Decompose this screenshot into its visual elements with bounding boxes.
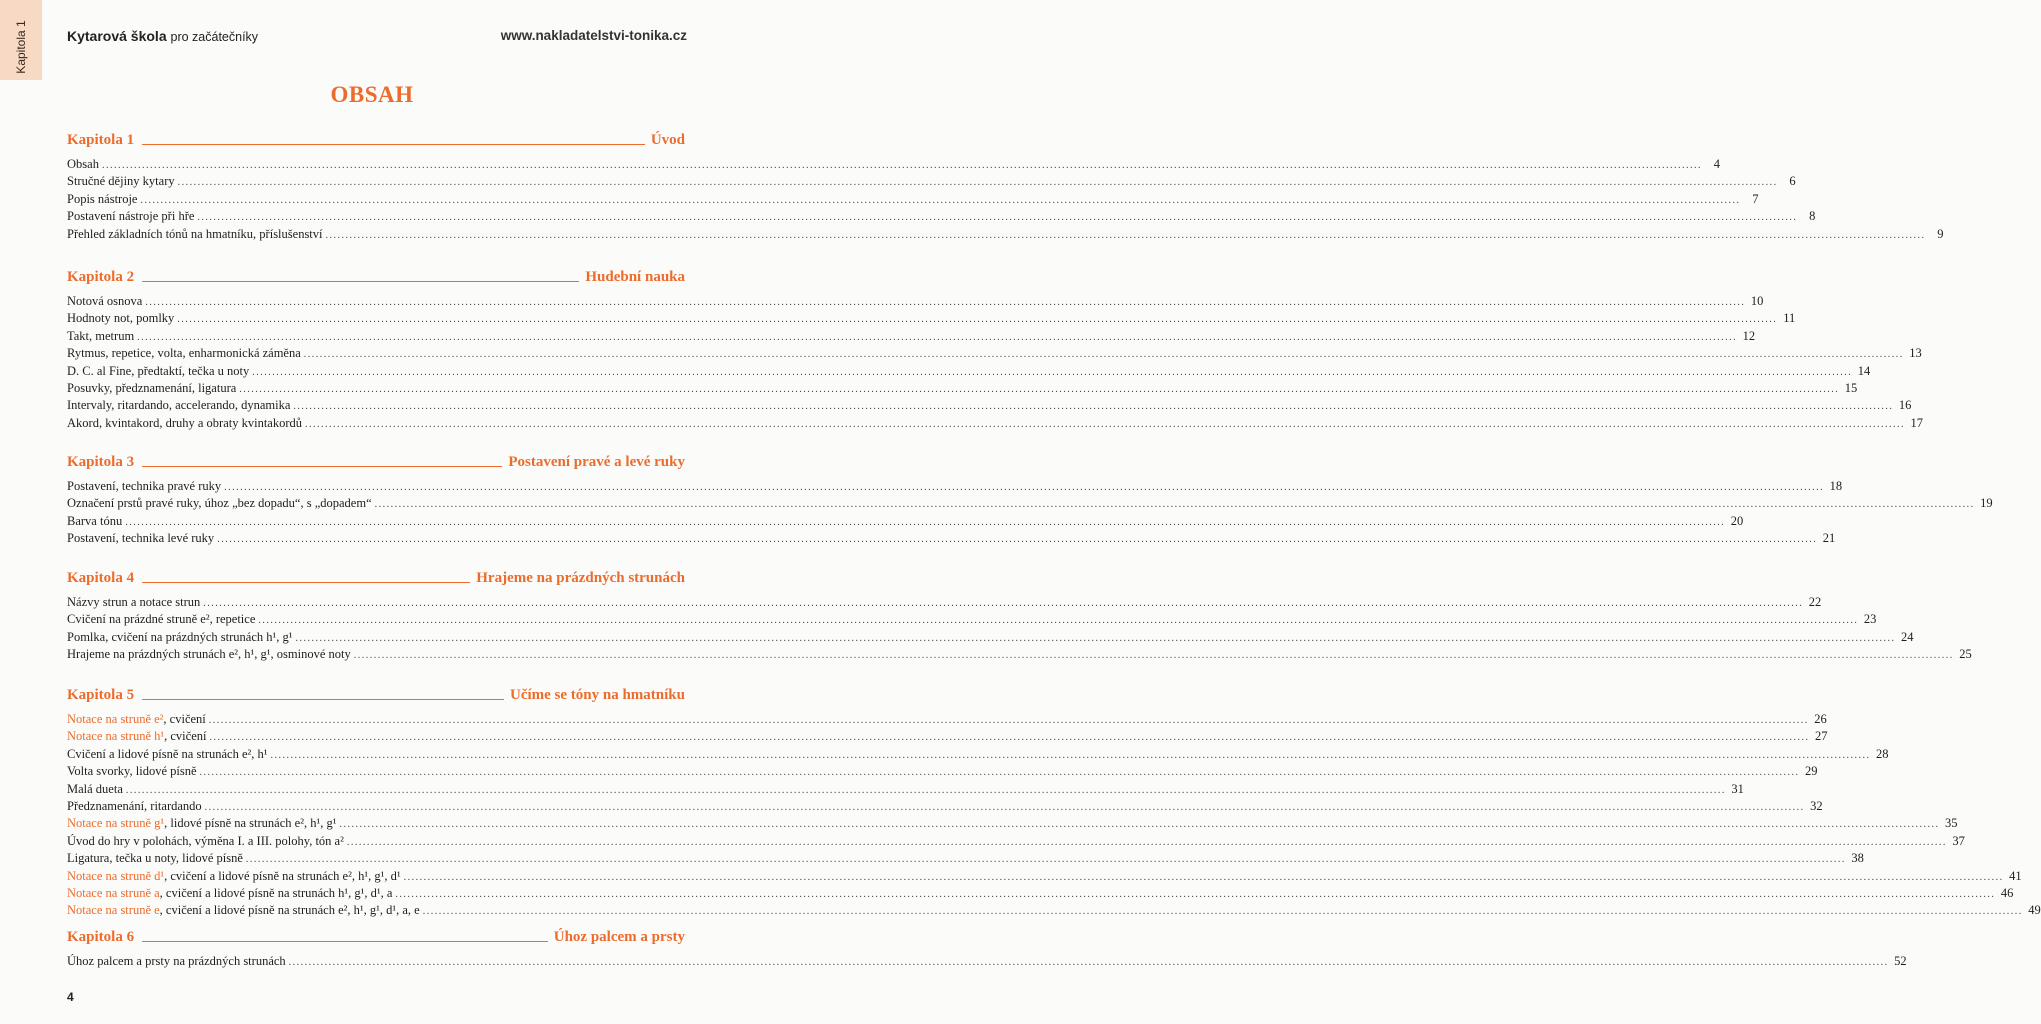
toc-entry[interactable] [67, 815, 1958, 832]
entry-title [67, 530, 214, 547]
chapter-side-tab [0, 0, 42, 80]
entry-page: 18 [1829, 479, 1843, 493]
entry-page: 17 [1910, 415, 1924, 430]
leader-dots: ................................................................................................................................................................................................................................................................................................................................................................................................................ [288, 957, 1889, 968]
entry-page: 28 [1876, 746, 1889, 761]
toc-entry[interactable] [67, 173, 1796, 190]
entry-text: Volta svorky, lidové písně [67, 764, 197, 779]
entry-text: Posuvky, předznamenání, ligatura [67, 380, 237, 395]
toc-entry[interactable] [67, 833, 1965, 850]
leader-dots: ................................................................................................................................................................................................................................................................................................................................................................................................................ [177, 177, 1778, 189]
toc-entry[interactable] [67, 495, 1993, 512]
entry-text: Stručné dějiny kytary [67, 174, 175, 189]
leader-dots: ................................................................................................................................................................................................................................................................................................................................................................................................................ [252, 366, 1853, 378]
entry-title [67, 953, 286, 970]
toc-entry[interactable] [67, 763, 1818, 780]
entry-title [67, 363, 249, 380]
chapter-label: Kapitola 5 [67, 687, 135, 703]
entry-text: Takt, metrum [67, 328, 135, 343]
entry-title [67, 868, 401, 885]
entry-page: 31 [1731, 781, 1744, 796]
toc-entry[interactable] [67, 380, 1858, 397]
entry-title [67, 513, 122, 530]
toc-entry[interactable] [67, 363, 1871, 380]
page-title: OBSAH [330, 82, 414, 107]
chapter-section [67, 453, 1993, 548]
leader-dots: ................................................................................................................................................................................................................................................................................................................................................................................................................ [346, 836, 1947, 848]
entry-text: Předznamenání, ritardando [67, 798, 202, 813]
leader-dots: ................................................................................................................................................................................................................................................................................................................................................................................................................ [208, 715, 1809, 726]
entry-title [67, 208, 194, 225]
entry-title [67, 833, 344, 850]
entry-page: 15 [1844, 380, 1858, 395]
entry-page: 35 [1944, 816, 1958, 831]
chapter-label: Kapitola 2 [67, 269, 135, 285]
entry-title [67, 328, 134, 345]
entry-title [67, 173, 175, 190]
chapter-heading [67, 131, 685, 149]
chapter-section [67, 569, 1972, 664]
chapter-heading [67, 268, 685, 286]
entry-text: D. C. al Fine, předtaktí, tečka u noty [67, 363, 250, 378]
leader-dots: ................................................................................................................................................................................................................................................................................................................................................................................................................ [295, 632, 1896, 644]
leader-dots: ................................................................................................................................................................................................................................................................................................................................................................................................................ [422, 906, 2023, 918]
leader-dots: ................................................................................................................................................................................................................................................................................................................................................................................................................ [339, 819, 1940, 831]
entry-title [67, 781, 123, 798]
leader-dots: ................................................................................................................................................................................................................................................................................................................................................................................................................ [217, 534, 1818, 546]
toc-entry[interactable] [67, 781, 1744, 798]
entry-text: , lidové písně na strunách e², h¹, g¹ [164, 816, 337, 831]
entry-title [67, 191, 137, 208]
entry-page: 21 [1822, 531, 1836, 546]
entry-title [67, 902, 420, 919]
toc-entry[interactable] [67, 728, 1828, 745]
entry-title [67, 293, 142, 310]
leader-dots: ................................................................................................................................................................................................................................................................................................................................................................................................................ [258, 615, 1859, 627]
chapter-name: Úvod [650, 132, 685, 148]
entry-title [67, 798, 202, 815]
leader-dots: ................................................................................................................................................................................................................................................................................................................................................................................................................ [204, 801, 1805, 813]
entry-title [67, 415, 302, 432]
entry-text: Popis nástroje [67, 191, 138, 206]
entry-highlight: Notace na struně d¹ [67, 868, 165, 883]
entry-title [67, 495, 372, 512]
entry-text: Úvod do hry v polohách, výměna I. a III. polohy, tón a² [67, 833, 344, 848]
entry-highlight: Notace na struně g¹ [67, 816, 165, 831]
chapter-name: Hudební nauka [585, 269, 685, 285]
entry-page: 46 [2000, 885, 2014, 900]
entry-text: Notová osnova [67, 294, 143, 308]
chapter-heading [67, 928, 685, 946]
toc-entry[interactable] [67, 611, 1877, 628]
toc-entry[interactable] [67, 513, 1744, 530]
running-header [67, 28, 687, 48]
entry-title [67, 815, 336, 832]
entry-page: 26 [1814, 712, 1827, 726]
entry-text: Úhoz palcem a prsty na prázdných strunách [67, 954, 286, 968]
toc-entry[interactable] [67, 711, 1827, 728]
entry-text: Postavení nástroje při hře [67, 209, 195, 224]
chapter-name: Úhoz palcem a prsty [553, 929, 685, 945]
leader-dots: ................................................................................................................................................................................................................................................................................................................................................................................................................ [305, 418, 1906, 430]
entry-text: Cvičení a lidové písně na strunách e², h¹ [67, 746, 268, 761]
entry-page: 27 [1814, 729, 1828, 744]
toc-entry[interactable] [67, 415, 1924, 432]
chapter-rule [142, 281, 579, 282]
leader-dots: ................................................................................................................................................................................................................................................................................................................................................................................................................ [353, 650, 1954, 662]
entry-page: 11 [1783, 311, 1796, 326]
entry-title [67, 226, 323, 243]
website-url: www.nakladatelstvi-tonika.cz [500, 28, 687, 43]
leader-dots: ................................................................................................................................................................................................................................................................................................................................................................................................................ [197, 212, 1798, 224]
book-brand [67, 28, 258, 44]
entry-title [67, 156, 99, 173]
chapter-label: Kapitola 1 [67, 132, 135, 148]
entry-text: Hodnoty not, pomlky [67, 311, 175, 326]
toc-entry[interactable] [67, 594, 1822, 611]
entry-text: Ligatura, tečka u noty, lidové písně [67, 851, 243, 866]
chapter-rule [142, 144, 645, 145]
entry-text: Obsah [67, 157, 99, 171]
chapter-rule [142, 699, 504, 700]
entry-title [67, 711, 206, 728]
entry-title [67, 728, 206, 745]
leader-dots: ................................................................................................................................................................................................................................................................................................................................................................................................................ [101, 160, 1702, 171]
entry-page: 25 [1959, 647, 1972, 662]
toc-entry[interactable] [67, 328, 1756, 345]
entry-highlight: Notace na struně e [67, 903, 160, 918]
entry-text: Akord, kvintakord, druhy a obraty kvintakordů [67, 415, 303, 430]
entry-page: 10 [1750, 294, 1764, 308]
toc-entry[interactable] [67, 902, 2041, 919]
entry-page: 29 [1805, 764, 1818, 779]
leader-dots: ................................................................................................................................................................................................................................................................................................................................................................................................................ [125, 784, 1726, 796]
toc-entry[interactable] [67, 850, 1864, 867]
leader-dots: ................................................................................................................................................................................................................................................................................................................................................................................................................ [199, 767, 1800, 779]
entry-page: 12 [1742, 328, 1756, 343]
entry-title [67, 746, 268, 763]
entry-page: 8 [1809, 209, 1816, 224]
chapter-rule [142, 941, 548, 942]
toc-entry[interactable] [67, 868, 2022, 885]
entry-text: , cvičení a lidové písně na strunách e², h¹, g¹, d¹, a, e [159, 903, 420, 918]
entry-title [67, 345, 301, 362]
chapter-label: Kapitola 6 [67, 929, 135, 945]
leader-dots: ................................................................................................................................................................................................................................................................................................................................................................................................................ [325, 229, 1926, 241]
entry-text: , cvičení [163, 712, 206, 726]
entry-title [67, 611, 255, 628]
entry-page: 20 [1730, 513, 1744, 528]
entry-page: 23 [1863, 612, 1877, 627]
chapter-rule [142, 466, 502, 467]
leader-dots: ................................................................................................................................................................................................................................................................................................................................................................................................................ [245, 854, 1846, 866]
entry-page: 4 [1713, 157, 1720, 171]
entry-text: Postavení, technika pravé ruky [67, 479, 222, 493]
toc-entry[interactable] [67, 953, 1907, 970]
entry-text: Cvičení na prázdné struně e², repetice [67, 612, 256, 627]
entry-text: , cvičení a lidové písně na strunách e², h¹, g¹, d¹ [164, 868, 401, 883]
chapter-section [67, 131, 1944, 243]
chapter-section [67, 686, 2041, 920]
leader-dots: ................................................................................................................................................................................................................................................................................................................................................................................................................ [293, 401, 1894, 413]
chapter-section [67, 928, 1907, 970]
entry-title [67, 380, 236, 397]
entry-text: Hrajeme na prázdných strunách e², h¹, g¹, osminové noty [67, 647, 351, 662]
entry-page: 6 [1789, 174, 1796, 189]
page-number: 4 [67, 990, 74, 1004]
chapter-section [67, 268, 1924, 432]
leader-dots: ................................................................................................................................................................................................................................................................................................................................................................................................................ [374, 499, 1975, 511]
chapter-name: Učíme se tóny na hmatníku [509, 687, 685, 703]
entry-page: 7 [1752, 191, 1759, 206]
leader-dots: ................................................................................................................................................................................................................................................................................................................................................................................................................ [209, 732, 1810, 744]
leader-dots: ................................................................................................................................................................................................................................................................................................................................................................................................................ [140, 194, 1741, 206]
entry-highlight: Notace na struně h¹ [67, 729, 165, 744]
entry-text: Rytmus, repetice, volta, enharmonická záměna [67, 346, 301, 361]
entry-text: Malá dueta [67, 781, 123, 796]
entry-page: 16 [1898, 398, 1912, 413]
leader-dots: ................................................................................................................................................................................................................................................................................................................................................................................................................ [125, 516, 1726, 528]
chapter-name: Postavení pravé a levé ruky [508, 454, 685, 470]
toc-entry[interactable] [67, 646, 1972, 663]
entry-title [67, 850, 243, 867]
leader-dots: ................................................................................................................................................................................................................................................................................................................................................................................................................ [239, 383, 1840, 395]
entry-page: 41 [2009, 868, 2022, 883]
chapter-label: Kapitola 4 [67, 570, 135, 586]
leader-dots: ................................................................................................................................................................................................................................................................................................................................................................................................................ [303, 349, 1904, 361]
toc-entry[interactable] [67, 397, 1912, 414]
side-tab-label: Kapitola 1 [14, 20, 28, 74]
chapter-name: Hrajeme na prázdných strunách [476, 570, 685, 586]
entry-title [67, 594, 200, 611]
entry-text: Barva tónu [67, 513, 123, 528]
entry-text: , cvičení [164, 729, 207, 744]
entry-text: , cvičení a lidové písně na strunách h¹, g¹, d¹, a [159, 885, 393, 900]
entry-page: 49 [2028, 903, 2041, 918]
entry-text: Postavení, technika levé ruky [67, 531, 215, 546]
entry-title [67, 629, 292, 646]
chapter-label: Kapitola 3 [67, 454, 135, 470]
entry-title [67, 478, 221, 495]
leader-dots: ................................................................................................................................................................................................................................................................................................................................................................................................................ [395, 888, 1996, 900]
leader-dots: ................................................................................................................................................................................................................................................................................................................................................................................................................ [270, 749, 1871, 761]
chapter-heading [67, 569, 685, 587]
entry-highlight: Notace na struně a [67, 885, 160, 900]
entry-page: 37 [1952, 833, 1965, 848]
chapter-heading [67, 453, 685, 471]
toc-entry[interactable] [67, 156, 1720, 173]
entry-page: 9 [1937, 226, 1944, 241]
toc-entry[interactable] [67, 293, 1764, 310]
brand-title: Kytarová škola [67, 28, 167, 44]
toc-entry[interactable] [67, 885, 2014, 902]
entry-page: 22 [1808, 595, 1822, 609]
chapter-rule [142, 582, 470, 583]
entry-text: Přehled základních tónů na hmatníku, příslušenství [67, 226, 323, 241]
leader-dots: ................................................................................................................................................................................................................................................................................................................................................................................................................ [203, 598, 1804, 609]
toc-entry[interactable] [67, 746, 1889, 763]
toc-entry[interactable] [67, 226, 1944, 243]
entry-text: Označení prstů pravé ruky, úhoz „bez dopadu“, s „dopadem“ [67, 496, 372, 511]
leader-dots: ................................................................................................................................................................................................................................................................................................................................................................................................................ [137, 331, 1738, 343]
entry-page: 14 [1857, 363, 1871, 378]
toc-entry[interactable] [67, 478, 1843, 495]
leader-dots: ................................................................................................................................................................................................................................................................................................................................................................................................................ [177, 314, 1778, 326]
toc-entry[interactable] [67, 530, 1836, 547]
toc-entry[interactable] [67, 345, 1922, 362]
entry-page: 19 [1980, 496, 1993, 511]
entry-title [67, 397, 290, 414]
toc-entry[interactable] [67, 191, 1759, 208]
entry-page: 24 [1900, 629, 1914, 644]
leader-dots: ................................................................................................................................................................................................................................................................................................................................................................................................................ [403, 871, 2004, 883]
entry-page: 13 [1909, 346, 1922, 361]
brand-subtitle: pro začátečníky [170, 30, 259, 44]
entry-title [67, 885, 392, 902]
entry-page: 52 [1894, 954, 1907, 968]
entry-text: Pomlka, cvičení na prázdných strunách h¹, g¹ [67, 629, 293, 644]
entry-highlight: Notace na struně e² [67, 712, 164, 726]
leader-dots: ................................................................................................................................................................................................................................................................................................................................................................................................................ [145, 297, 1746, 308]
leader-dots: ................................................................................................................................................................................................................................................................................................................................................................................................................ [224, 482, 1825, 493]
entry-title [67, 646, 351, 663]
entry-title [67, 763, 197, 780]
toc-entry[interactable] [67, 208, 1816, 225]
entry-text: Názvy strun a notace strun [67, 595, 201, 609]
entry-page: 32 [1810, 798, 1823, 813]
toc-entry[interactable] [67, 798, 1823, 815]
entry-page: 38 [1851, 851, 1864, 866]
toc-entry[interactable] [67, 310, 1796, 327]
chapter-heading [67, 686, 685, 704]
toc-entry[interactable] [67, 629, 1914, 646]
entry-text: Intervaly, ritardando, accelerando, dynamika [67, 398, 291, 413]
entry-title [67, 310, 174, 327]
